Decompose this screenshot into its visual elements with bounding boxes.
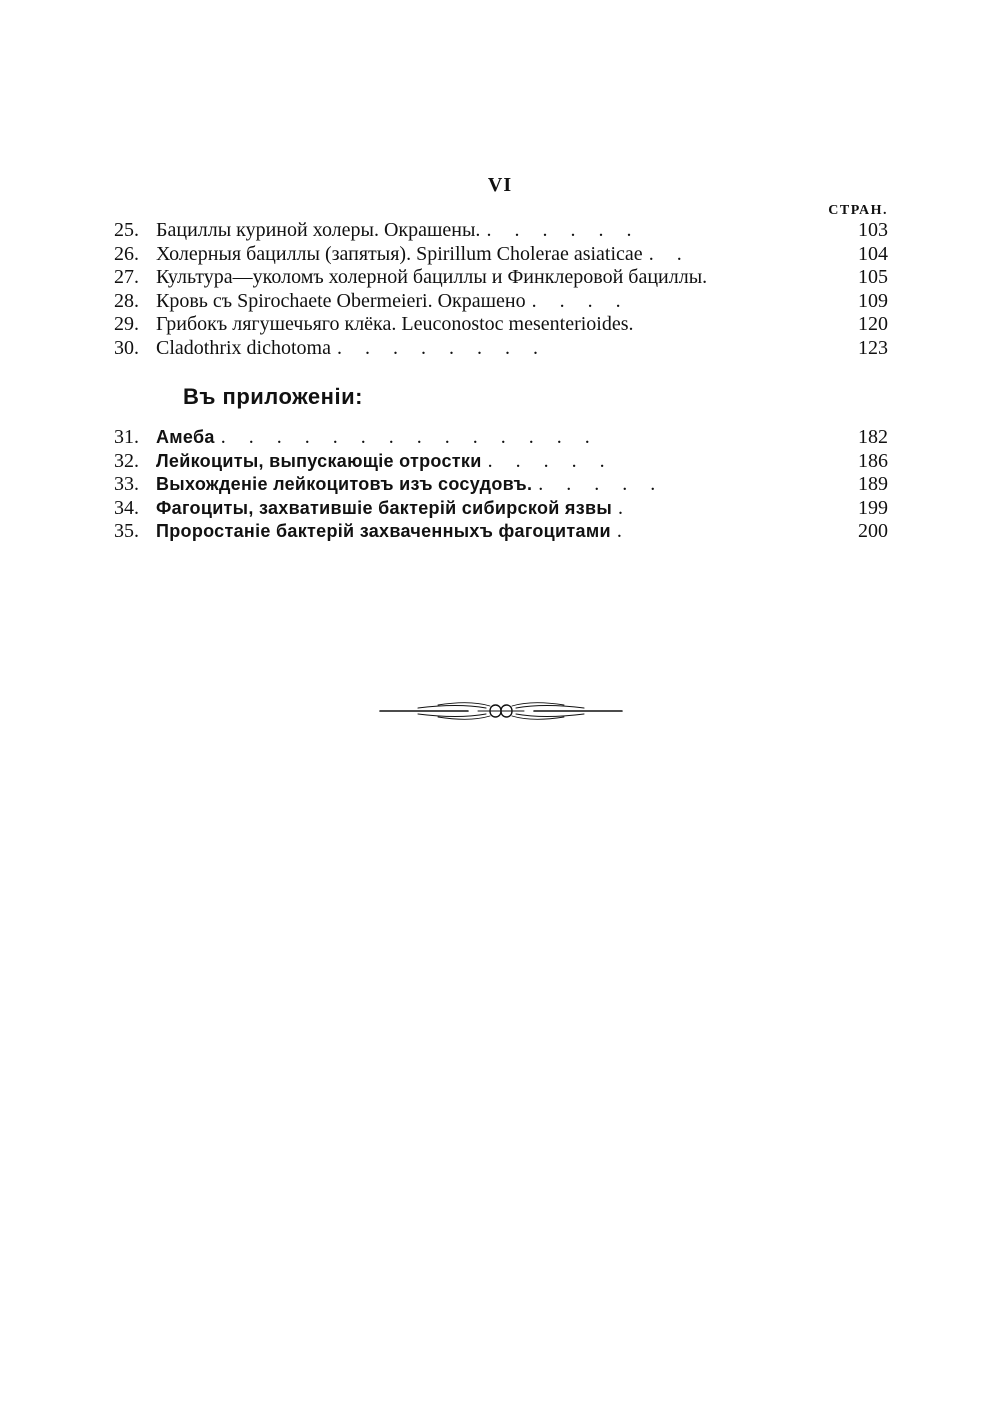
item-page: 103 — [858, 219, 888, 241]
item-page: 199 — [858, 496, 888, 519]
item-number: 26. — [114, 242, 139, 265]
item-title: Кровь съ Spirochaete Obermeieri. Окрашено — [156, 289, 526, 312]
list-item — [114, 266, 888, 290]
item-page: 189 — [858, 473, 888, 495]
leader-dots: . . . . . — [487, 449, 614, 472]
item-title: Выхожденіе лейкоцитовъ изъ сосудовъ. — [156, 474, 533, 494]
item-title: Проростаніе бактерій захваченныхъ фагоцитами — [156, 521, 611, 541]
ornament-divider-icon — [378, 696, 624, 724]
item-title: Cladothrix dichotoma — [156, 336, 331, 359]
item-title: Амеба — [156, 427, 215, 447]
item-page: 182 — [858, 426, 888, 448]
leader-dots: . . . . . . . . — [336, 336, 547, 359]
leader-dots: . . . . — [531, 289, 630, 312]
item-number: 33. — [114, 473, 139, 495]
list-item — [114, 219, 888, 243]
item-number: 28. — [114, 289, 139, 312]
list-item — [114, 520, 888, 544]
item-page: 120 — [858, 313, 888, 335]
item-number: 34. — [114, 496, 139, 519]
item-number: 29. — [114, 313, 139, 335]
leader-dots: . . — [648, 242, 691, 265]
leader-dots: . — [616, 520, 631, 542]
item-page: 200 — [858, 520, 888, 542]
leader-dots: . . . . . — [538, 473, 665, 495]
item-page: 109 — [858, 289, 888, 312]
illustration-list — [114, 219, 888, 360]
item-title: Культура—уколомъ холерной бациллы и Финклеровой бациллы. — [156, 266, 708, 288]
list-item — [114, 243, 888, 267]
list-item — [114, 426, 888, 450]
list-item — [114, 337, 888, 361]
item-number: 31. — [114, 426, 139, 448]
item-title: Грибокъ лягушечьяго клёка. Leuconostoc mesenterioides. — [156, 313, 634, 335]
item-page: 186 — [858, 449, 888, 472]
item-number: 35. — [114, 520, 139, 542]
list-item — [114, 450, 888, 474]
list-item — [114, 497, 888, 521]
leader-dots: . — [618, 496, 632, 519]
leader-dots: . . . . . . . . . . . . . . — [220, 426, 599, 448]
item-title: Фагоциты, захватившіе бактерій сибирской язвы — [156, 497, 612, 518]
item-number: 27. — [114, 266, 139, 288]
page-number: VI — [487, 174, 513, 196]
item-number: 30. — [114, 336, 139, 359]
leader-dots: . . . . . . — [486, 219, 641, 241]
item-title: Лейкоциты, выпускающіе отростки — [156, 450, 482, 471]
item-number: 32. — [114, 449, 139, 472]
item-title: Холерныя бациллы (запятыя). Spirillum Cholerae asiaticae — [156, 242, 643, 265]
item-page: 105 — [858, 266, 888, 288]
item-number: 25. — [114, 219, 139, 241]
page-column-header: СТРАН. — [828, 203, 888, 218]
item-page: 123 — [858, 336, 888, 359]
list-item — [114, 290, 888, 314]
section-heading: Въ приложеніи: — [183, 384, 363, 409]
list-item — [114, 473, 888, 497]
item-title: Бациллы куриной холеры. Окрашены. — [156, 219, 481, 241]
list-item — [114, 313, 888, 337]
appendix-list — [114, 426, 888, 544]
item-page: 104 — [858, 242, 888, 265]
